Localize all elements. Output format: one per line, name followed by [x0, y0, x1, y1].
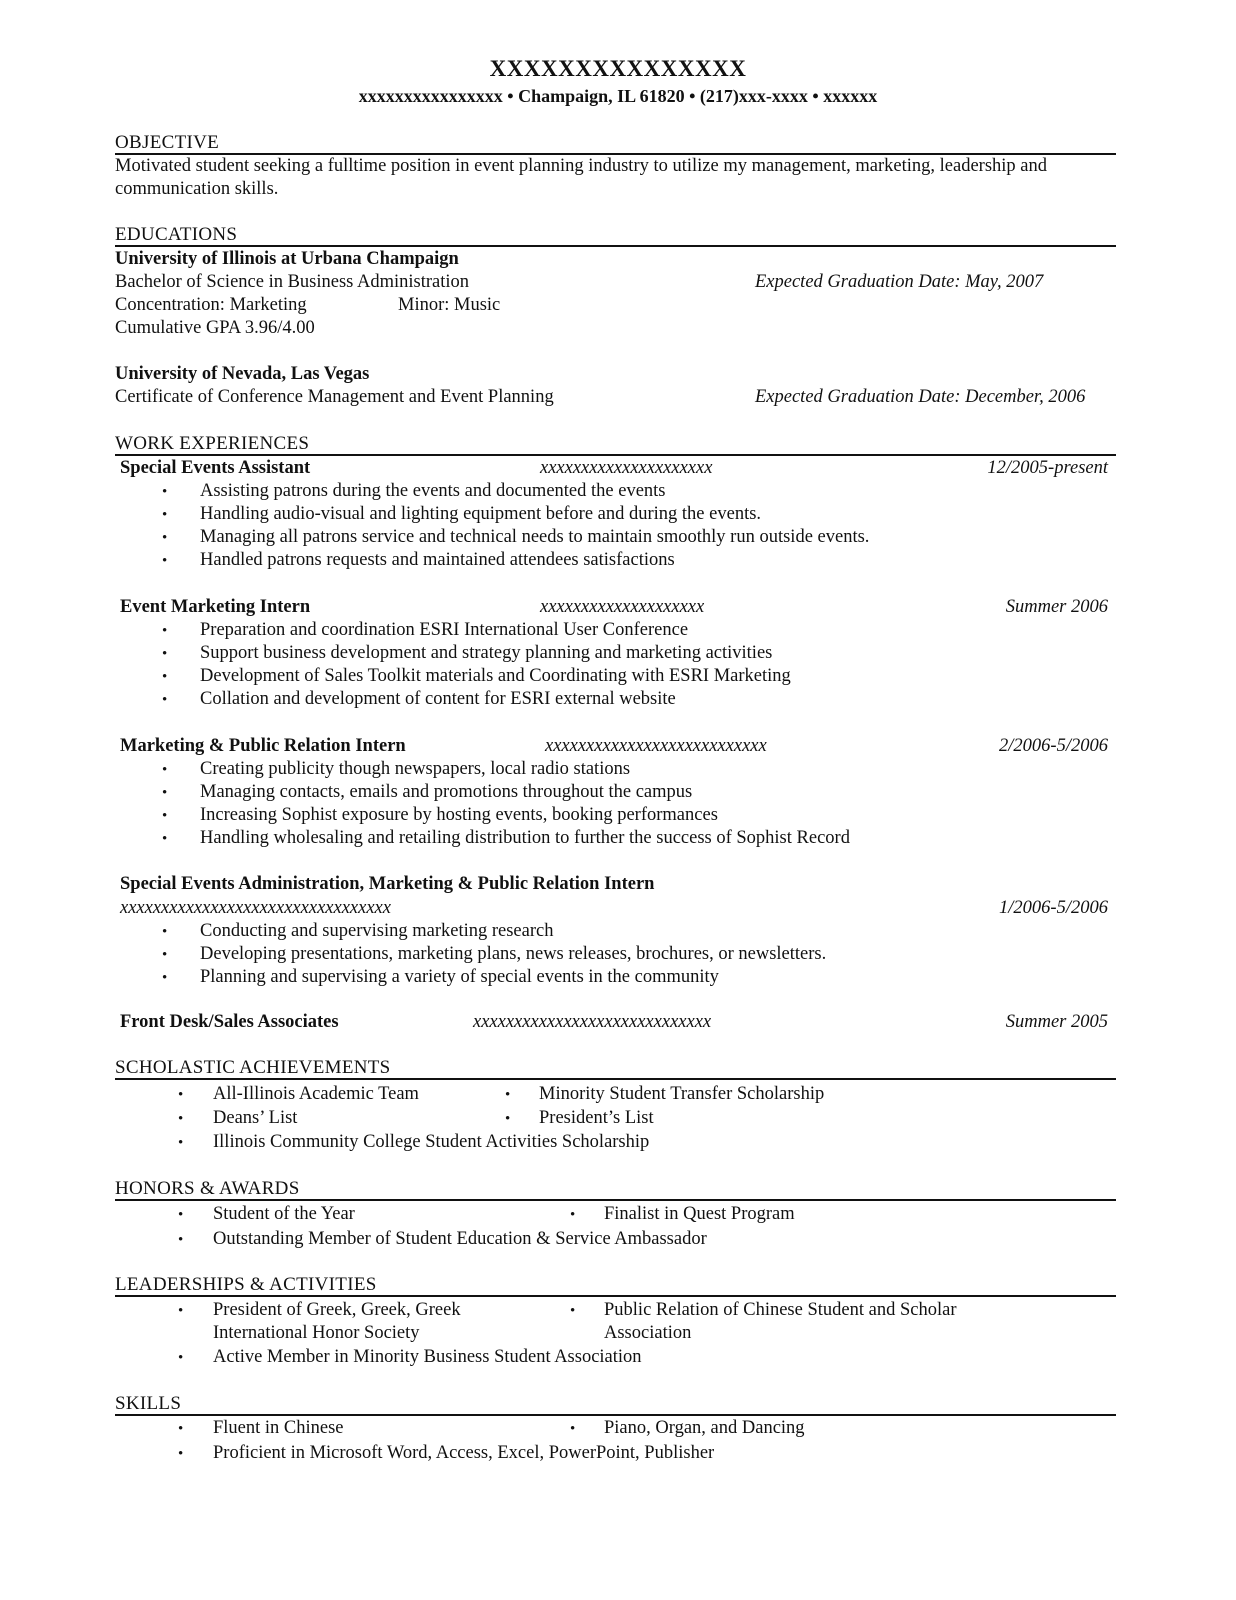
leadership-item: Public Relation of Chinese Student and Scholar: [604, 1300, 957, 1320]
bullet-icon: •: [162, 484, 168, 500]
degree: Certificate of Conference Management and Event Planning: [115, 387, 554, 407]
job-employer: xxxxxxxxxxxxxxxxxxxxxxxxxxxxx: [473, 1012, 712, 1032]
section-rule: [115, 454, 1116, 456]
job-title: Event Marketing Intern: [120, 597, 311, 617]
bullet-icon: •: [178, 1207, 184, 1223]
contact-line: xxxxxxxxxxxxxxxx • Champaign, IL 61820 • (217)xxx-xxxx • xxxxxx: [358, 86, 878, 106]
bullet-icon: •: [505, 1087, 511, 1103]
bullet-icon: •: [162, 530, 168, 546]
section-heading-leadership: LEADERSHIPS & ACTIVITIES: [115, 1274, 377, 1295]
section-rule: [115, 1414, 1116, 1416]
bullet-icon: •: [162, 623, 168, 639]
job-bullet: Collation and development of content for ESRI external website: [200, 689, 676, 709]
bullet-icon: •: [162, 808, 168, 824]
job-date: 12/2005-present: [987, 458, 1108, 478]
bullet-icon: •: [178, 1135, 184, 1151]
bullet-icon: •: [162, 785, 168, 801]
resume-name: XXXXXXXXXXXXXXX: [489, 56, 747, 81]
bullet-icon: •: [570, 1303, 576, 1319]
job-employer: xxxxxxxxxxxxxxxxxxxx: [540, 597, 705, 617]
job-date: 1/2006-5/2006: [999, 898, 1108, 918]
job-employer: xxxxxxxxxxxxxxxxxxxxxxxxxxxxxxxxx: [120, 898, 391, 918]
job-bullet: Handling audio-visual and lighting equipment before and during the events.: [200, 504, 762, 524]
job-bullet: Support business development and strategy planning and marketing activities: [200, 643, 773, 663]
bullet-icon: •: [570, 1207, 576, 1223]
job-employer: xxxxxxxxxxxxxxxxxxxxxxxxxxx: [545, 736, 767, 756]
objective-text-line: Motivated student seeking a fulltime position in event planning industry to utilize my management, marketing, leadership and: [115, 156, 1047, 176]
job-employer: xxxxxxxxxxxxxxxxxxxxx: [540, 458, 713, 478]
bullet-icon: •: [178, 1446, 184, 1462]
section-heading-work: WORK EXPERIENCES: [115, 433, 310, 454]
achievement-item: Illinois Community College Student Activities Scholarship: [213, 1132, 650, 1152]
bullet-icon: •: [505, 1111, 511, 1127]
honor-item: Student of the Year: [213, 1204, 355, 1224]
job-bullet: Developing presentations, marketing plans, news releases, brochures, or newsletters.: [200, 944, 827, 964]
school-name: University of Nevada, Las Vegas: [115, 364, 370, 384]
skill-item: Proficient in Microsoft Word, Access, Excel, PowerPoint, Publisher: [213, 1443, 715, 1463]
bullet-icon: •: [162, 947, 168, 963]
job-bullet: Handled patrons requests and maintained attendees satisfactions: [200, 550, 675, 570]
bullet-icon: •: [162, 970, 168, 986]
job-bullet: Conducting and supervising marketing research: [200, 921, 554, 941]
skill-item: Fluent in Chinese: [213, 1418, 344, 1438]
honor-item: Outstanding Member of Student Education & Service Ambassador: [213, 1229, 707, 1249]
degree: Bachelor of Science in Business Administration: [115, 272, 470, 292]
job-bullet: Planning and supervising a variety of special events in the community: [200, 967, 719, 987]
section-heading-objective: OBJECTIVE: [115, 132, 220, 153]
leadership-item-continued: Association: [604, 1323, 692, 1343]
achievement-item: Deans’ List: [213, 1108, 298, 1128]
section-rule: [115, 1295, 1116, 1297]
bullet-icon: •: [162, 692, 168, 708]
bullet-icon: •: [162, 762, 168, 778]
section-heading-skills: SKILLS: [115, 1393, 182, 1414]
objective-text-line: communication skills.: [115, 179, 279, 199]
job-bullet: Increasing Sophist exposure by hosting events, booking performances: [200, 805, 718, 825]
bullet-icon: •: [178, 1111, 184, 1127]
section-heading-education: EDUCATIONS: [115, 224, 238, 245]
leadership-item: Active Member in Minority Business Student Association: [213, 1347, 642, 1367]
bullet-icon: •: [162, 507, 168, 523]
honor-item: Finalist in Quest Program: [604, 1204, 795, 1224]
bullet-icon: •: [178, 1232, 184, 1248]
achievement-item: Minority Student Transfer Scholarship: [539, 1084, 825, 1104]
section-rule: [115, 245, 1116, 247]
job-date: Summer 2006: [1005, 597, 1108, 617]
job-bullet: Handling wholesaling and retailing distribution to further the success of Sophist Record: [200, 828, 850, 848]
bullet-icon: •: [162, 831, 168, 847]
bullet-icon: •: [178, 1421, 184, 1437]
job-title: Front Desk/Sales Associates: [120, 1012, 339, 1032]
job-bullet: Managing contacts, emails and promotions throughout the campus: [200, 782, 693, 802]
bullet-icon: •: [178, 1087, 184, 1103]
minor: Minor: Music: [398, 295, 501, 315]
job-bullet: Preparation and coordination ESRI International User Conference: [200, 620, 689, 640]
job-bullet: Managing all patrons service and technical needs to maintain smoothly run outside events.: [200, 527, 870, 547]
achievement-item: President’s List: [539, 1108, 654, 1128]
job-title: Special Events Administration, Marketing & Public Relation Intern: [120, 874, 655, 894]
leadership-item-continued: International Honor Society: [213, 1323, 420, 1343]
achievement-item: All-Illinois Academic Team: [213, 1084, 419, 1104]
section-rule: [115, 1199, 1116, 1201]
graduation-date: Expected Graduation Date: May, 2007: [755, 272, 1044, 292]
job-date: 2/2006-5/2006: [999, 736, 1108, 756]
leadership-item: President of Greek, Greek, Greek: [213, 1300, 461, 1320]
bullet-icon: •: [570, 1421, 576, 1437]
section-heading-scholastic: SCHOLASTIC ACHIEVEMENTS: [115, 1057, 391, 1078]
bullet-icon: •: [162, 924, 168, 940]
skill-item: Piano, Organ, and Dancing: [604, 1418, 805, 1438]
job-title: Marketing & Public Relation Intern: [120, 736, 406, 756]
gpa: Cumulative GPA 3.96/4.00: [115, 318, 315, 338]
section-rule: [115, 153, 1116, 155]
graduation-date: Expected Graduation Date: December, 2006: [755, 387, 1086, 407]
bullet-icon: •: [178, 1303, 184, 1319]
concentration: Concentration: Marketing: [115, 295, 307, 315]
bullet-icon: •: [162, 646, 168, 662]
job-bullet: Creating publicity though newspapers, local radio stations: [200, 759, 631, 779]
section-heading-honors: HONORS & AWARDS: [115, 1178, 300, 1199]
job-bullet: Development of Sales Toolkit materials and Coordinating with ESRI Marketing: [200, 666, 791, 686]
section-rule: [115, 1078, 1116, 1080]
bullet-icon: •: [178, 1350, 184, 1366]
school-name: University of Illinois at Urbana Champaign: [115, 249, 459, 269]
job-date: Summer 2005: [1005, 1012, 1108, 1032]
bullet-icon: •: [162, 669, 168, 685]
bullet-icon: •: [162, 553, 168, 569]
job-bullet: Assisting patrons during the events and documented the events: [200, 481, 666, 501]
job-title: Special Events Assistant: [120, 458, 311, 478]
